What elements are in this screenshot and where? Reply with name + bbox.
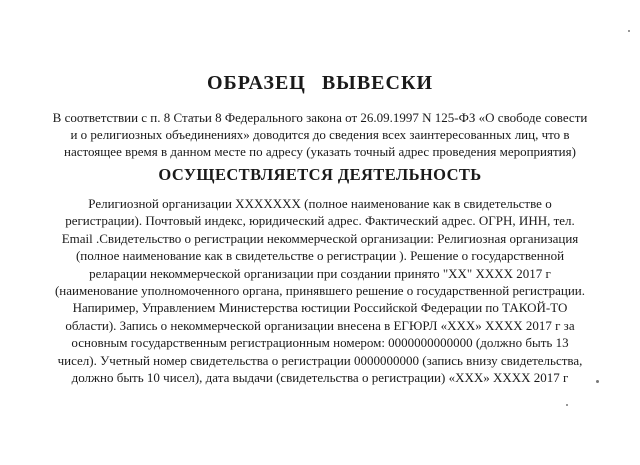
organization-details-paragraph: Религиозной организации XXXXXXX (полное наименование как в свидетельстве о регистрации). Почтовый индекс, юридический адрес. Фактический адрес. ОГРН, ИНН, тел. Email .Свидетельство о регистрации некоммерческой организации: Религиозная организация (полное наименование как в свидетельстве о регистрации ). Решение о государственной реларации некоммерческой организации при создании принято "XX" XXXX 2017 г (наименование уполномоченного органа, принявшего решение о государственной регистрации. Напиример, Управлением Министерства юстиции Российской Федерации по ТАКОЙ-ТО области). Запись о некоммерческой организации внесена в ЕГЮРЛ «XXX» XXXX 2017 г за основным государственным регистрационным номером: 0000000000000 (должно быть 13 чисел). Учетный номер свидетельства о регистрации 0000000000 (запись внизу свидетельства, должно быть 10 чисел), дата выдачи (свидетельства о регистрации) «XXX» XXXX 2017 г: [54, 196, 586, 386]
scan-speck: [566, 404, 568, 406]
scan-speck: [628, 30, 630, 32]
intro-paragraph: В соответствии с п. 8 Статьи 8 Федерального закона от 26.09.1997 N 125-ФЗ «О свободе совести и о религиозных объединениях» доводится до сведения всех заинтересованных лиц, что в настоящее время в данном месте по адресу (указать точный адрес проведения мероприятия): [52, 110, 588, 159]
document-title: ОБРАЗЕЦ ВЫВЕСКИ: [207, 72, 433, 94]
document-subtitle: ОСУЩЕСТВЛЯЕТСЯ ДЕЯТЕЛЬНОСТЬ: [158, 165, 482, 184]
scan-speck: [596, 380, 599, 383]
